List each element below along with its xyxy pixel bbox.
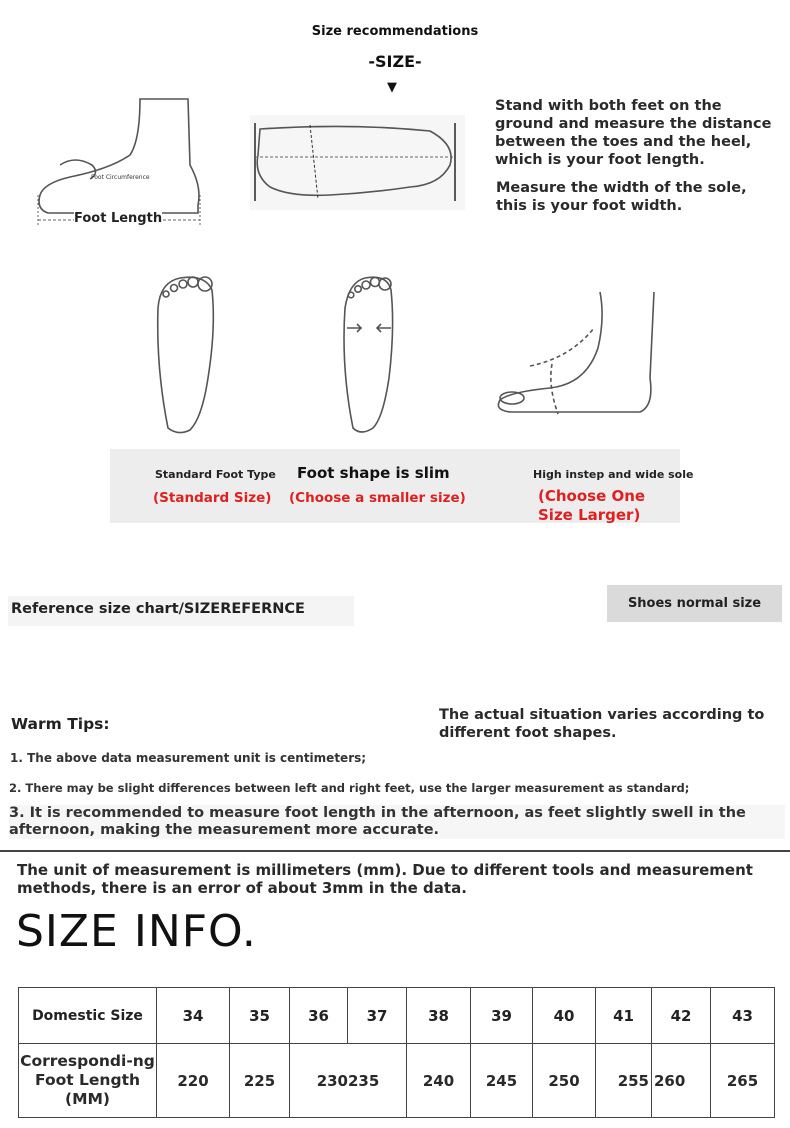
table-cell: 38 [407,988,471,1044]
foot-width-instruction: Measure the width of the sole, this is your foot width. [496,180,747,214]
tip-item: 3. It is recommended to measure foot length in the afternoon, as feet slightly swell in the afternoon, making the measurement more accurate. [9,805,785,839]
table-cell: 265 [711,1044,775,1118]
slim-foot-icon [335,268,410,438]
table-cell: 43 [711,988,775,1044]
table-row [19,988,775,1044]
table-cell: 225 [230,1044,290,1118]
table-cell: 41 [596,988,652,1044]
standard-foot-type-label: Standard Foot Type [155,468,276,481]
table-cell: 39 [471,988,533,1044]
table-row-header: Correspondi-ng Foot Length (MM) [19,1044,157,1118]
size-table [18,987,775,1118]
tip-item: 1. The above data measurement unit is centimeters; [10,751,367,765]
table-cell: 230235 [290,1044,407,1118]
table-cell: 255 [596,1044,652,1118]
table-cell: 35 [230,988,290,1044]
warm-tips-heading: Warm Tips: [11,715,110,733]
table-row-header: Domestic Size [19,988,157,1044]
reference-chart-label: Reference size chart/SIZEREFERNCE [8,596,354,626]
table-cell: 260 [652,1044,711,1118]
table-cell: 34 [157,988,230,1044]
page-title: Size recommendations [311,24,479,39]
smaller-size-advice: (Choose a smaller size) [289,490,466,506]
table-cell: 250 [533,1044,596,1118]
foot-side-view-illustration [30,95,210,230]
standard-foot-icon [150,268,225,438]
shoes-normal-size-button[interactable]: Shoes normal size [607,585,782,622]
down-arrow-icon: ▼ [387,80,397,95]
table-cell: 40 [533,988,596,1044]
size-heading: -SIZE- [368,52,422,71]
foot-shape-note: The actual situation varies according to different foot shapes. [439,707,765,741]
foot-width-illustration [250,115,465,210]
table-row [19,1044,775,1118]
unit-note: The unit of measurement is millimeters (mm). Due to different tools and measurement methods, there is an error of about 3mm in the data. [17,861,753,897]
wide-foot-type-label: High instep and wide sole [533,468,694,481]
standard-size-advice: (Standard Size) [153,490,272,506]
table-cell: 245 [471,1044,533,1118]
table-cell: 37 [348,988,407,1044]
table-cell: 240 [407,1044,471,1118]
divider [0,850,790,852]
slim-foot-type-label: Foot shape is slim [297,464,450,482]
high-instep-foot-icon [490,288,665,428]
table-cell: 36 [290,988,348,1044]
table-cell: 42 [652,988,711,1044]
table-cell: 220 [157,1044,230,1118]
foot-length-instruction: Stand with both feet on the ground and measure the distance between the toes and the heel, which is your foot length. [495,98,772,168]
tip-item: 2. There may be slight differences between left and right feet, use the larger measurement as standard; [9,781,690,795]
larger-size-advice: (Choose One Size Larger) [538,487,646,524]
foot-length-label: Foot Length [74,211,163,226]
foot-circumference-label: Foot Circumference [91,174,150,181]
size-info-title: SIZE INFO. [16,906,257,957]
